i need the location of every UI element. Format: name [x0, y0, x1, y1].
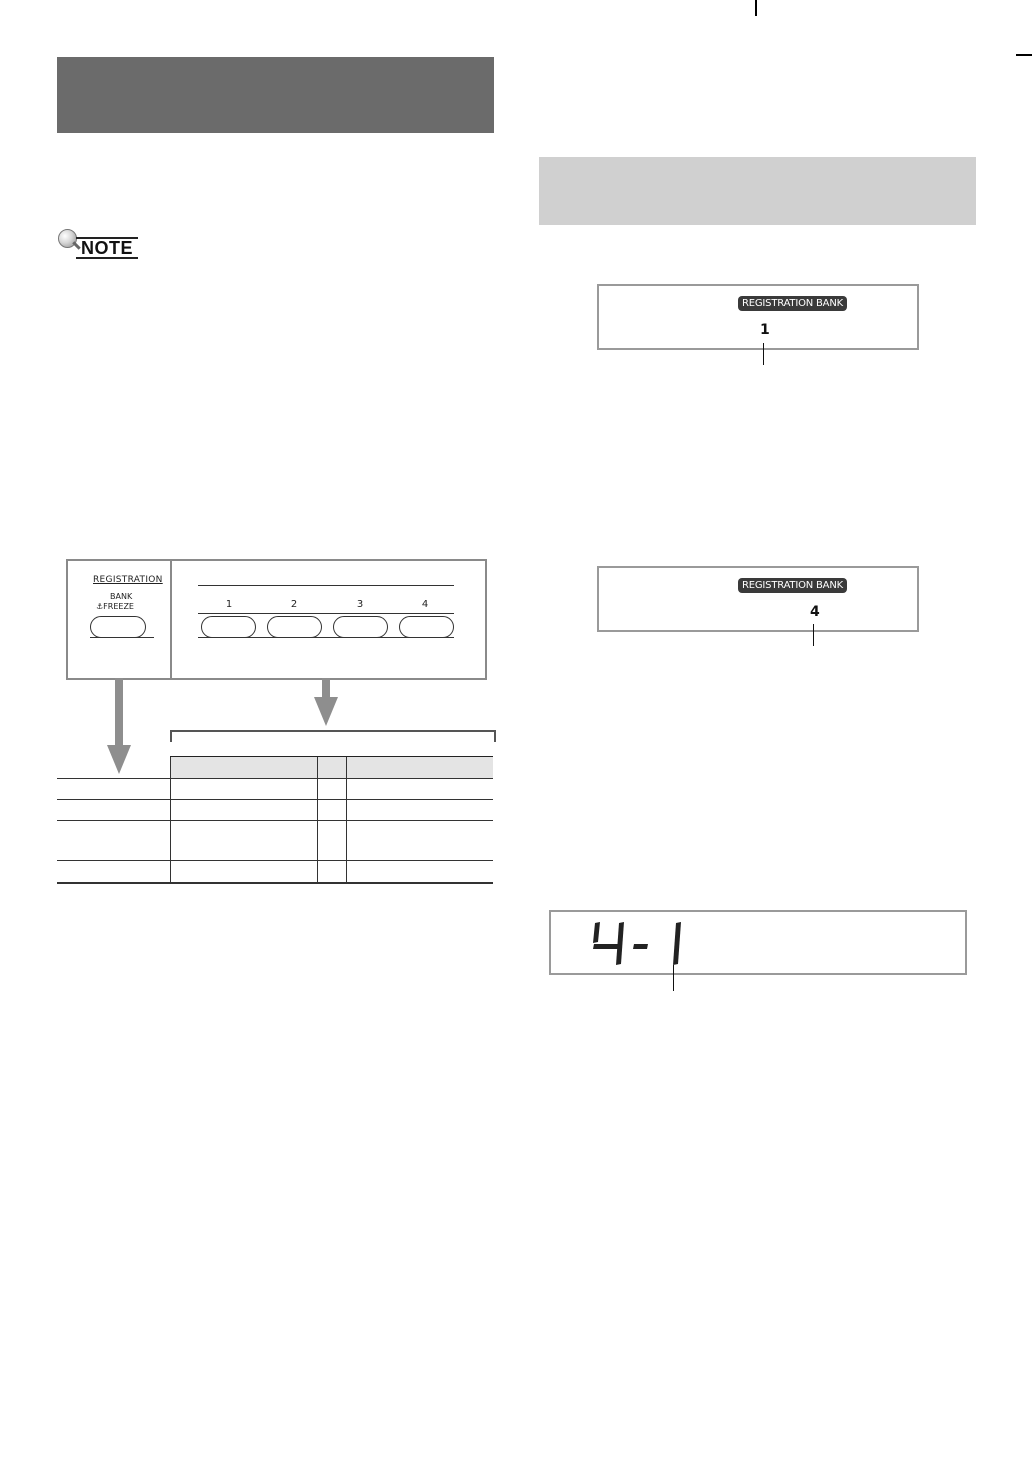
table-column-rule	[170, 757, 171, 883]
table-bracket	[170, 730, 496, 742]
area-top-line	[198, 585, 454, 586]
table-bottom-rule	[57, 882, 493, 884]
registration-panel-diagram	[66, 559, 487, 680]
segment-readout	[551, 912, 965, 973]
note-label: NOTE	[76, 237, 138, 259]
area-arrow-shaft	[322, 678, 330, 699]
table-column-rule	[346, 757, 347, 883]
table-row-rule	[57, 860, 493, 861]
segment-dash	[633, 944, 648, 949]
table-row-rule	[57, 820, 493, 821]
panel-divider	[170, 561, 172, 678]
area-button-3[interactable]	[333, 616, 388, 638]
table-column-rule	[317, 757, 318, 883]
area-button-number-1: 1	[225, 599, 233, 610]
bank-label: BANK	[110, 592, 133, 601]
section-heading-bar	[539, 157, 976, 225]
crop-mark-horizontal	[1016, 54, 1032, 56]
bank-freeze-button[interactable]	[90, 616, 146, 638]
callout-pointer	[813, 624, 814, 646]
area-button-1[interactable]	[201, 616, 256, 638]
lcd-display-bank-4	[597, 566, 919, 632]
anchor-icon: ⚓	[96, 602, 104, 611]
table-row-rule	[57, 778, 493, 779]
segment-text	[551, 912, 552, 913]
note-badge	[58, 229, 142, 261]
bank-arrow-head	[107, 745, 131, 774]
area-button-2[interactable]	[267, 616, 322, 638]
registration-bank-indicator: REGISTRATION BANK	[738, 578, 847, 593]
area-button-number-3: 3	[356, 599, 364, 610]
area-button-number-4: 4	[421, 599, 429, 610]
table-header-row	[170, 757, 493, 778]
chapter-title-bar	[57, 57, 494, 133]
segment-digit-4	[593, 922, 624, 965]
callout-pointer	[763, 343, 764, 365]
area-button-number-2: 2	[290, 599, 298, 610]
bank-number: 4	[810, 604, 820, 620]
area-arrow-head	[314, 697, 338, 726]
registration-bank-indicator: REGISTRATION BANK	[738, 296, 847, 311]
freeze-label-group	[96, 602, 134, 611]
segment-digit-1	[673, 922, 681, 965]
bank-number: 1	[760, 322, 770, 338]
bank-arrow-shaft	[115, 678, 123, 748]
lcd-display-bank-1	[597, 284, 919, 350]
table-row-rule	[57, 799, 493, 800]
area-mid-line	[198, 613, 454, 614]
freeze-label: FREEZE	[103, 602, 134, 611]
lcd-display-segment	[549, 910, 967, 975]
registration-label: REGISTRATION	[93, 575, 163, 585]
area-button-4[interactable]	[399, 616, 454, 638]
crop-mark-vertical	[755, 0, 757, 16]
callout-pointer	[673, 965, 674, 991]
